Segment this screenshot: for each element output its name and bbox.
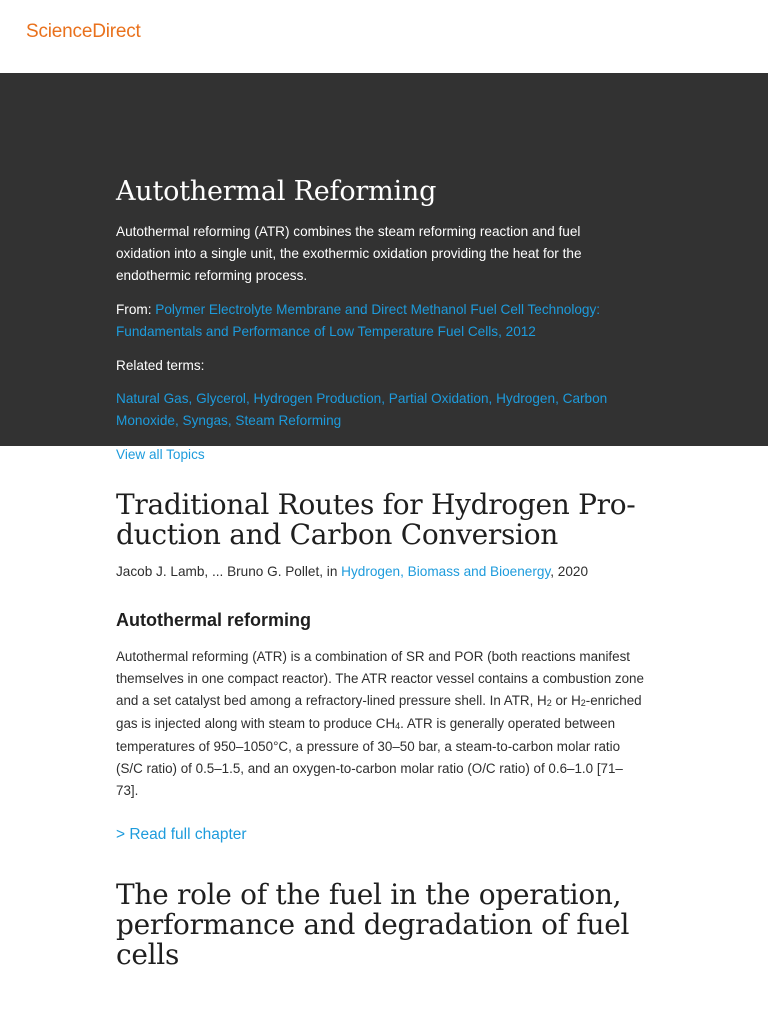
- chapter-year: , 2020: [550, 564, 589, 579]
- view-all-topics-link[interactable]: View all Topics: [116, 447, 205, 462]
- related-terms-label: Related terms:: [116, 358, 205, 373]
- topic-source: [116, 299, 646, 343]
- topic-title: Autothermal Reforming: [116, 176, 437, 207]
- sciencedirect-logo[interactable]: ScienceDirect: [26, 21, 141, 42]
- related-term-link[interactable]: Glycerol: [196, 391, 246, 406]
- related-term-link[interactable]: Syngas: [182, 413, 228, 428]
- related-term-link[interactable]: Partial Oxidation: [388, 391, 489, 406]
- chapter-list: [0, 446, 768, 1024]
- related-term-link[interactable]: Hydrogen Production: [253, 391, 382, 406]
- read-full-chapter-link[interactable]: > Read full chapter: [116, 826, 247, 843]
- source-link[interactable]: Polymer Electrolyte Membrane and Direct Methanol Fuel Cell Technology: Fundamentals and Performance of Low Temperature Fuel Cells, 2012: [116, 302, 601, 339]
- topic-hero: [0, 73, 768, 462]
- chapter-title-link[interactable]: The role of the fuel in the operation, performance and degradation of fuel cells: [116, 878, 630, 971]
- top-bar: [0, 0, 768, 73]
- related-term-link[interactable]: Steam Reforming: [235, 413, 342, 428]
- related-term-link[interactable]: Hydrogen: [496, 391, 556, 406]
- book-link[interactable]: Hydrogen, Biomass and Bioenergy: [341, 564, 551, 579]
- chapter-byline: [116, 562, 588, 582]
- from-label: From:: [116, 302, 156, 317]
- related-term-link[interactable]: Carbon Monoxide: [116, 391, 608, 428]
- chapter-abstract: Autothermal reforming (ATR) is a combination of SR and POR (both reactions manifest themselves in one compact reactor). The ATR reactor vessel contains a combustion zone and a set catalyst bed among a refractory-lined pressure shell. In ATR, $H_2$ or $H_2$-enriched gas is injected along with steam to produce $CH_4$. ATR is generally operated between temperatures of 950–1050°C, a pressure of 30–50 bar, a steam-to-carbon molar ratio (S/C ratio) of 0.5–1.5, and an oxygen-to-carbon molar ratio (O/C ratio) of 0.6–1.0 [71–73].: [116, 649, 644, 798]
- related-terms-list: Natural Gas, Glycerol, Hydrogen Production, Partial Oxidation, Hydrogen, Carbon Monoxide, Syngas, Steam Reforming: [116, 391, 608, 428]
- chapter-title-link[interactable]: Traditional Routes for Hydrogen Pro-duction and Carbon Conversion: [116, 488, 636, 551]
- section-heading: Autothermal reforming: [116, 610, 312, 630]
- topic-definition: Autothermal reforming (ATR) combines the steam reforming reaction and fuel oxidation into a single unit, the exothermic oxidation providing the heat for the endothermic reforming process.: [116, 224, 582, 283]
- chapter-authors: Jacob J. Lamb, ... Bruno G. Pollet, in: [116, 564, 342, 579]
- related-term-link[interactable]: Natural Gas: [116, 391, 189, 406]
